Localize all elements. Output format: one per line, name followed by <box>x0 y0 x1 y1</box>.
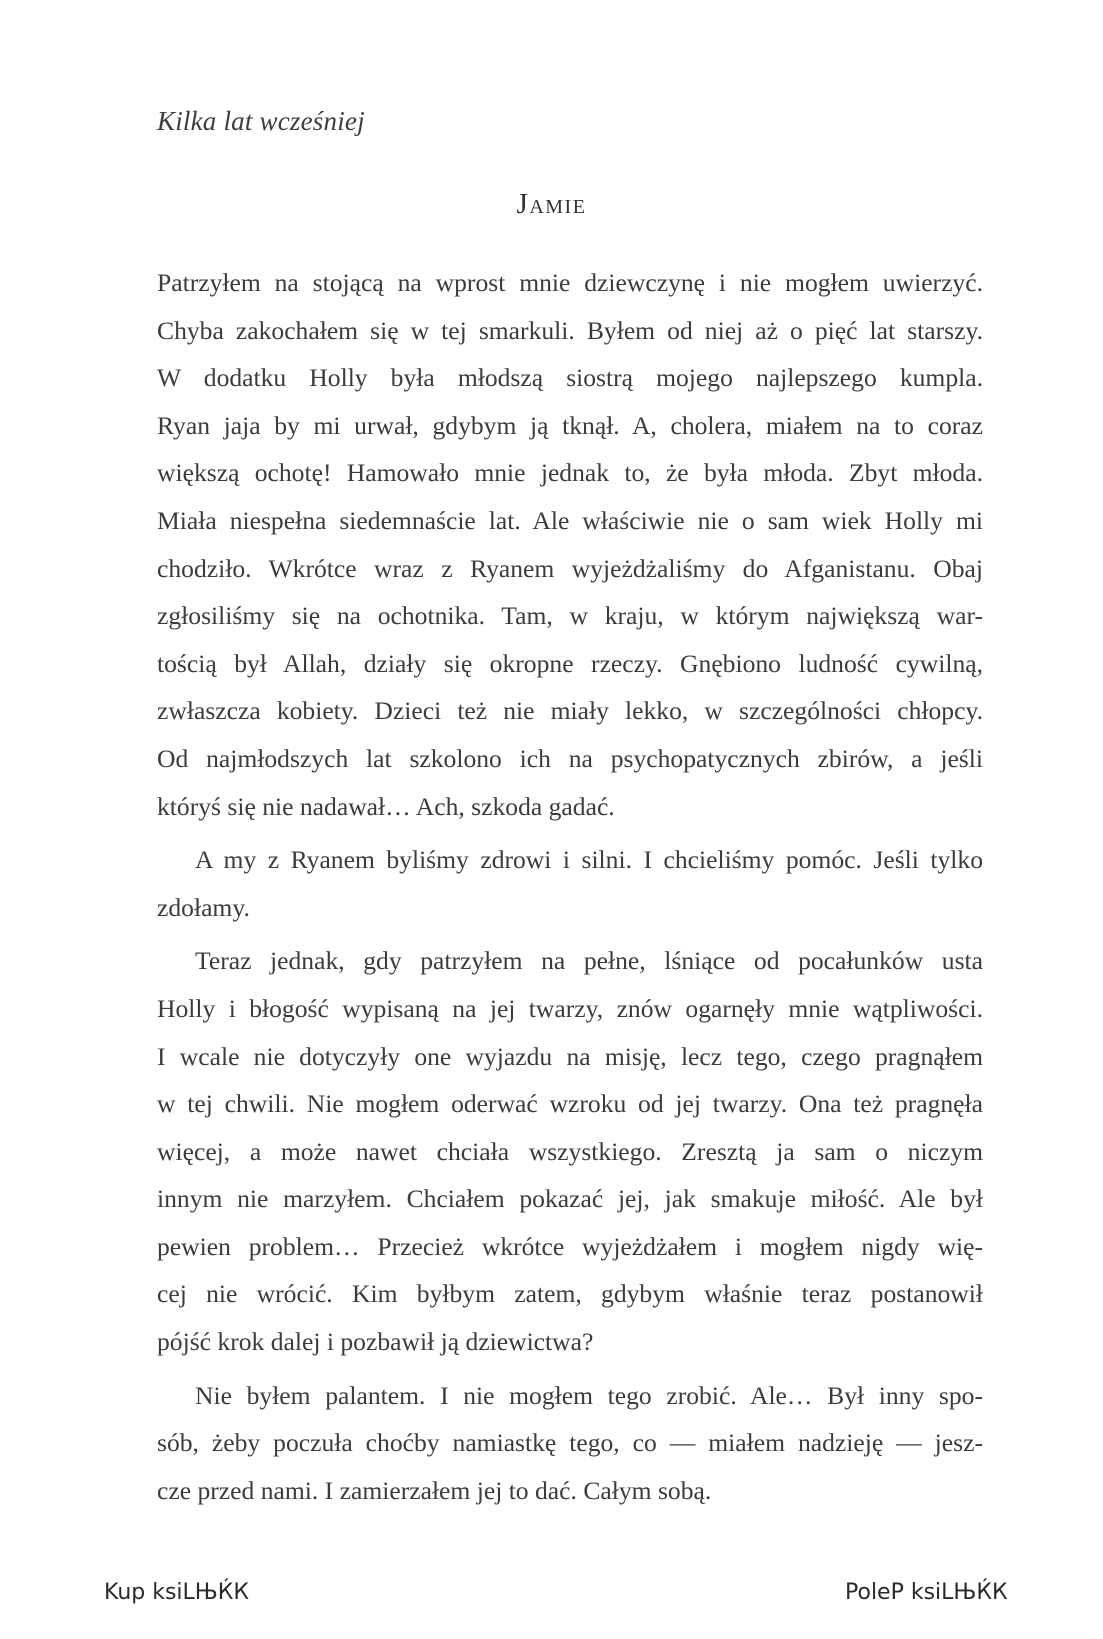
recommend-book-link[interactable]: PoleP ksiLЊЌК <box>845 1580 1008 1605</box>
paragraph <box>157 259 983 830</box>
paragraph <box>157 836 983 931</box>
text-line: zgłosiliśmy się na ochotnika. Tam, w kraju, w którym największą war- <box>157 601 983 631</box>
text-line: cze przed nami. I zamierzałem jej to dać. Całym sobą. <box>157 1475 712 1505</box>
text-line: tością był Allah, działy się okropne rzeczy. Gnębiono ludność cywilną, <box>157 648 983 678</box>
chapter-title: Jamie <box>516 188 587 220</box>
text-line: pójść krok dalej i pozbawił ją dziewictwa? <box>157 1327 594 1357</box>
text-line: Patrzyłem na stojącą na wprost mnie dziewczynę i nie mogłem uwierzyć. <box>157 268 983 297</box>
text-line: I wcale nie dotyczyły one wyjazdu na misję, lecz tego, czego pragnąłem <box>157 1041 983 1071</box>
section-subtitle: Kilka lat wcześniej <box>157 106 365 136</box>
text-line: któryś się nie nadawał… Ach, szkoda gadać. <box>157 791 615 821</box>
paragraph <box>157 937 983 1365</box>
text-line: zwłaszcza kobiety. Dzieci też nie miały lekko, w szczególności chłopcy. <box>157 696 983 726</box>
paragraph <box>157 1372 983 1515</box>
text-line: większą ochotę! Hamowało mnie jednak to, że była młoda. Zbyt młoda. <box>157 458 983 488</box>
text-line: Miała niespełna siedemnaście lat. Ale właściwie nie o sam wiek Holly mi <box>157 505 983 535</box>
text-line: chodziło. Wkrótce wraz z Ryanem wyjeżdżaliśmy do Afganistanu. Obaj <box>157 553 983 583</box>
buy-book-link[interactable]: Kup ksiLЊЌК <box>104 1580 250 1605</box>
text-line: sób, żeby poczuła choćby namiastkę tego, co — miałem nadzieję — jesz- <box>157 1428 983 1458</box>
text-line: cej nie wrócić. Kim byłbym zatem, gdybym właśnie teraz postanowił <box>157 1279 983 1309</box>
text-line: pewien problem… Przecież wkrótce wyjeżdżałem i mogłem nigdy wię- <box>157 1231 983 1261</box>
text-line: zdołamy. <box>157 892 250 922</box>
text-line: Nie byłem palantem. I nie mogłem tego zrobić. Ale… Był inny spo- <box>195 1380 983 1410</box>
text-line: w tej chwili. Nie mogłem oderwać wzroku od jej twarzy. Ona też pragnęła <box>157 1089 983 1119</box>
text-line: więcej, a może nawet chciała wszystkiego. Zresztą ja sam o niczym <box>157 1136 983 1166</box>
text-line: Ryan jaja by mi urwał, gdybym ją tknął. A, cholera, miałem na to coraz <box>157 410 983 440</box>
text-line: Od najmłodszych lat szkolono ich na psychopatycznych zbirów, a jeśli <box>157 743 983 773</box>
text-line: W dodatku Holly była młodszą siostrą mojego najlepszego kumpla. <box>157 363 983 393</box>
text-line: Holly i błogość wypisaną na jej twarzy, znów ogarnęły mnie wątpliwości. <box>157 993 983 1023</box>
text-line: A my z Ryanem byliśmy zdrowi i silni. I chcieliśmy pomóc. Jeśli tylko <box>195 845 983 875</box>
body-text <box>157 259 983 1514</box>
text-line: innym nie marzyłem. Chciałem pokazać jej, jak smakuje miłość. Ale był <box>157 1184 983 1214</box>
text-line: Teraz jednak, gdy patrzyłem na pełne, lśniące od pocałunków usta <box>195 946 983 976</box>
text-line: Chyba zakochałem się w tej smarkuli. Byłem od niej aż o pięć lat starszy. <box>157 315 983 345</box>
